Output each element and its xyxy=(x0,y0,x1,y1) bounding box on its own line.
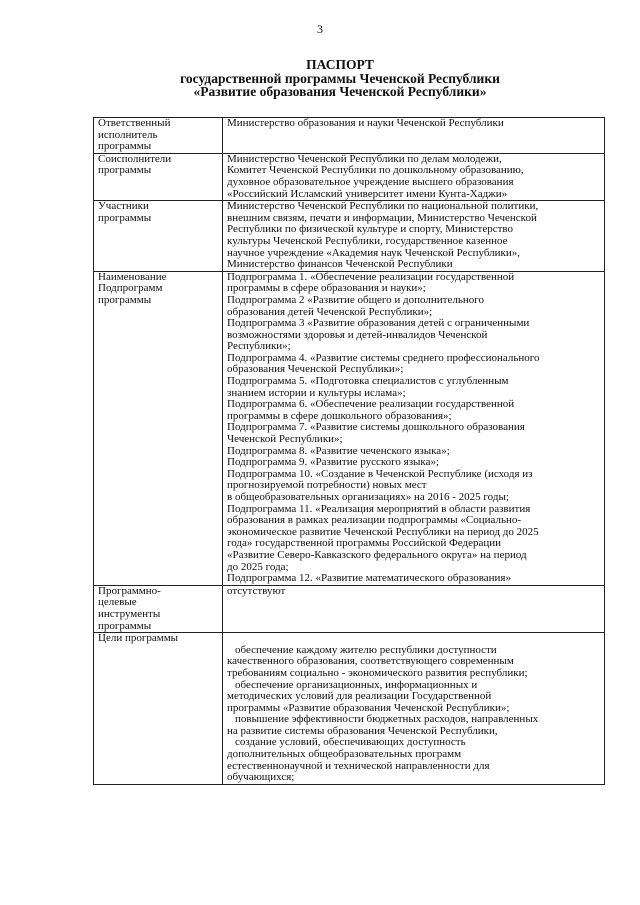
row-value-line: Подпрограмма 10. «Создание в Чеченской Республике (исходя из xyxy=(227,467,533,480)
row-value-line: духовное образовательное учреждение высшего образования xyxy=(227,175,514,188)
table-row xyxy=(94,153,605,200)
row-value-cell xyxy=(223,201,605,272)
row-value-line: повышение эффективности бюджетных расходов, направленных xyxy=(235,713,539,726)
document-subtitle-line-1: государственной программы Чеченской Республики xyxy=(180,70,500,86)
row-value-line: образования в рамках реализации подпрограммы «Социально- xyxy=(227,514,522,527)
row-value-line: до 2025 года; xyxy=(227,560,289,573)
row-label-line: Наименование xyxy=(98,270,167,283)
page-number: 3 xyxy=(317,22,323,36)
table-row xyxy=(94,585,605,632)
row-label-cell xyxy=(94,118,223,154)
table-row xyxy=(94,271,605,585)
row-label-line: программы xyxy=(98,140,152,153)
row-value-line: естественнонаучной и технической направленности для xyxy=(227,759,490,772)
row-label-line: Ответственный xyxy=(98,117,171,129)
row-value-line: обеспечение организационных, информационных и xyxy=(235,678,478,691)
row-value-line: «Развитие Северо-Кавказского федерального округа» на период xyxy=(227,548,527,561)
row-value-line: в общеобразовательных организациях» на 2016 - 2025 годы; xyxy=(227,491,509,503)
row-label-line: программы xyxy=(98,619,152,632)
table-row xyxy=(94,118,605,154)
row-value-cell xyxy=(223,118,605,154)
row-value-line: Республики по физической культуре и спорту, Министерство xyxy=(227,223,514,236)
row-value-line: обеспечение каждому жителю республики доступности xyxy=(235,643,497,656)
row-value-line: Чеченской Республики»; xyxy=(227,433,343,446)
row-value-line: года» государственной программы Российской Федерации xyxy=(227,537,502,550)
document-subtitle-line-2: «Развитие образования Чеченской Республики» xyxy=(193,84,487,99)
row-value-line: культуры Чеченской Республики, государственное казенное xyxy=(227,234,508,247)
row-value-line: внешним связям, печати и информации, Министерство Чеченской xyxy=(227,211,537,224)
row-value-line: образования Чеченской Республики»; xyxy=(227,363,404,376)
row-value-line: обучающихся; xyxy=(227,771,295,784)
passport-table xyxy=(93,117,605,785)
row-label-line: Цели программы xyxy=(98,632,179,645)
row-label-cell xyxy=(94,271,223,585)
row-label-line: Соисполнители xyxy=(98,152,172,165)
row-value-line: возможностями здоровья и детей-инвалидов Чеченской xyxy=(227,328,488,341)
row-value-line: Подпрограмма 5. «Подготовка специалистов с углубленным xyxy=(227,375,509,388)
row-label-cell xyxy=(94,153,223,200)
row-value-line: Республики»; xyxy=(227,340,291,353)
document-heading xyxy=(90,58,590,99)
table-row xyxy=(94,633,605,785)
document-title: ПАСПОРТ xyxy=(306,57,374,72)
row-value-line: дополнительных общеобразовательных программ xyxy=(227,748,462,761)
row-value-line: Подпрограмма 6. «Обеспечение реализации государственной xyxy=(227,398,515,411)
row-value-line: Подпрограмма 1. «Обеспечение реализации государственной xyxy=(227,270,515,283)
row-value-line: Подпрограмма 2 «Развитие общего и дополнительного xyxy=(227,293,484,306)
table-row xyxy=(94,201,605,272)
row-value-line: программы в сфере дошкольного образования»; xyxy=(227,409,452,422)
row-value-line: Министерство Чеченской Республики по национальной политики, xyxy=(227,200,539,213)
row-value-line: требованиям социально - экономического развития республики; xyxy=(227,666,528,679)
row-value-line: создание условий, обеспечивающих доступность xyxy=(235,736,466,749)
row-label-cell xyxy=(94,633,223,785)
row-value-cell xyxy=(223,153,605,200)
row-label-line: целевые xyxy=(98,596,137,609)
row-value-line: Подпрограмма 4. «Развитие системы среднего профессионального xyxy=(227,351,540,364)
row-label-cell xyxy=(94,201,223,272)
row-value-line: научное учреждение «Академия наук Чеченской Республики», xyxy=(227,246,521,259)
row-value-line: знанием истории и культуры ислама»; xyxy=(227,386,406,399)
row-value-line: Министерство Чеченской Республики по делам молодежи, xyxy=(227,152,502,165)
row-value-line: отсутствуют xyxy=(227,584,286,597)
row-value-line: Министерство финансов Чеченской Республики xyxy=(227,258,453,271)
row-value-line: прогнозируемой потребности) новых мест xyxy=(227,479,427,492)
row-label-line: программы xyxy=(98,293,152,306)
row-value-line: программы в сфере образования и науки»; xyxy=(227,282,426,295)
row-label-line: исполнитель xyxy=(98,128,158,141)
row-value-cell xyxy=(223,271,605,585)
row-label-line: Участники xyxy=(98,200,149,213)
row-value-line: программы «Развитие образования Чеченской Республики»; xyxy=(227,701,510,714)
row-value-line: экономическое развитие Чеченской Республики на период до 2025 xyxy=(227,525,539,538)
row-value-line: Подпрограмма 7. «Развитие системы дошкольного образования xyxy=(227,421,525,434)
row-label-line: программы xyxy=(98,164,152,177)
row-label-line: программы xyxy=(98,211,152,224)
row-value-cell xyxy=(223,585,605,632)
row-label-line: Подпрограмм xyxy=(98,282,163,295)
row-value-line: качественного образования, соответствующего современным xyxy=(227,655,514,668)
row-label-line: Программно- xyxy=(98,584,161,597)
row-value-cell xyxy=(223,633,605,785)
row-value-line: Подпрограмма 3 «Развитие образования детей с ограниченными xyxy=(227,317,530,330)
row-value-line: Подпрограмма 11. «Реализация мероприятий в области развития xyxy=(227,502,531,515)
row-value-line: Подпрограмма 8. «Развитие чеченского языка»; xyxy=(227,444,450,457)
row-value-line xyxy=(227,633,600,645)
row-label-line: инструменты xyxy=(98,607,161,620)
row-value-line: Подпрограмма 12. «Развитие математического образования» xyxy=(227,572,511,585)
row-value-line: Министерство образования и науки Чеченской Республики xyxy=(227,117,504,129)
row-value-line: Подпрограмма 9. «Развитие русского языка»; xyxy=(227,456,440,469)
row-label-cell xyxy=(94,585,223,632)
row-value-line: Комитет Чеченской Республики по дошкольному образованию, xyxy=(227,164,524,177)
row-value-line: на развитие системы образования Чеченской Республики, xyxy=(227,724,498,737)
row-value-line: образования детей Чеченской Республики»; xyxy=(227,305,433,318)
row-value-line: «Российский Исламский университет имени Кунта-Хаджи» xyxy=(227,187,508,200)
row-value-line: методических условий для реализации Государственной xyxy=(227,690,492,703)
